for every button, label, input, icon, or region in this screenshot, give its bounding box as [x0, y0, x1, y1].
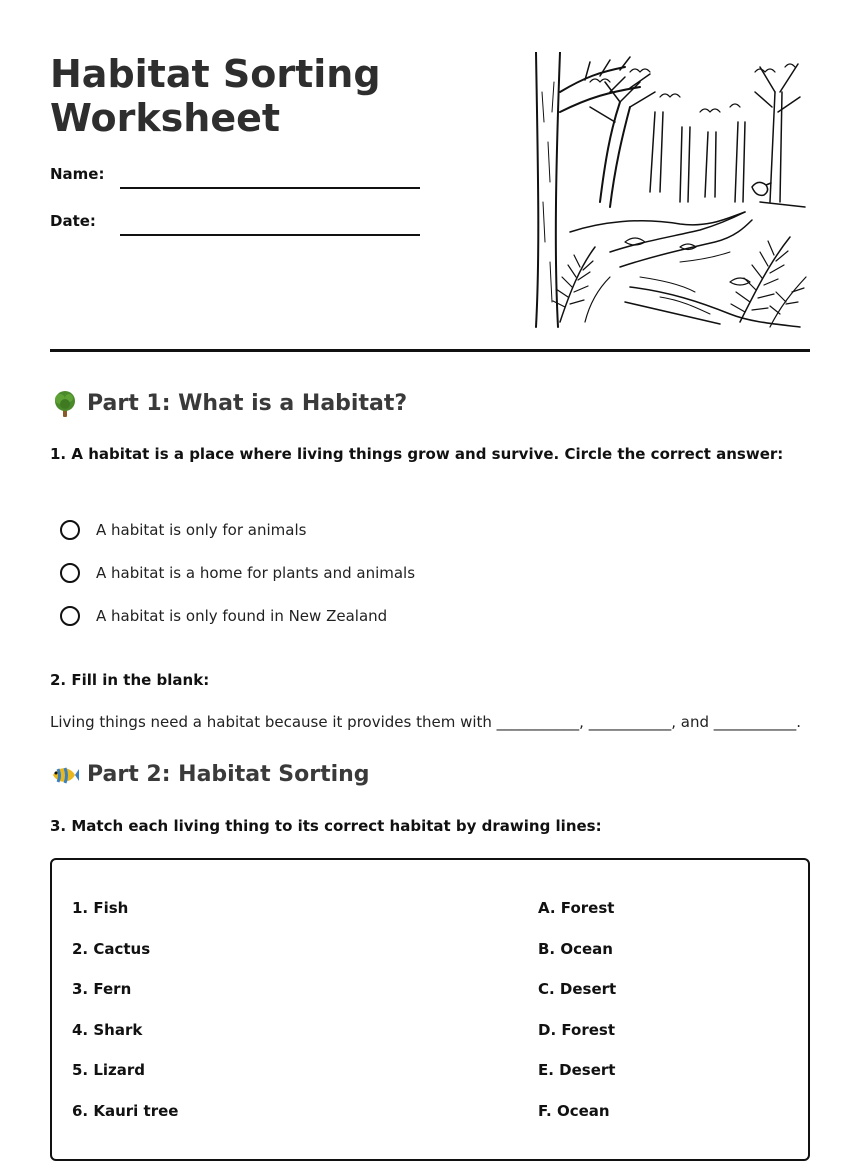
- worksheet-page: [50, 0, 810, 1161]
- living-thing-item[interactable]: 4. Shark: [72, 1020, 143, 1039]
- living-thing-item[interactable]: 5. Lizard: [72, 1061, 146, 1080]
- name-field[interactable]: [50, 164, 420, 188]
- habitats-column: [538, 898, 616, 1142]
- radio-circle[interactable]: [60, 520, 80, 540]
- option-item[interactable]: [60, 594, 560, 637]
- page-title: [50, 52, 470, 140]
- title-line-2: Worksheet: [50, 96, 281, 140]
- part1-heading-text: Part 1: What is a Habitat?: [87, 391, 408, 416]
- radio-circle[interactable]: [60, 563, 80, 583]
- question-1-options: [60, 508, 560, 637]
- part1-heading: [50, 389, 407, 419]
- option-item[interactable]: [60, 508, 560, 551]
- fish-emoji-icon: [50, 760, 80, 790]
- living-things-column: [72, 898, 178, 1142]
- fill-in-blank-sentence[interactable]: Living things need a habitat because it provides them with ___________, ___________, and ___________.: [50, 713, 802, 731]
- question-1: 1. A habitat is a place where living things grow and survive. Circle the correct answer:: [50, 445, 784, 463]
- date-field[interactable]: [50, 211, 420, 235]
- title-line-1: Habitat Sorting: [50, 52, 381, 96]
- habitat-item[interactable]: D. Forest: [538, 1020, 615, 1039]
- question-3: 3. Match each living thing to its correct habitat by drawing lines:: [50, 817, 602, 835]
- part2-heading-text: Part 2: Habitat Sorting: [87, 762, 370, 787]
- habitat-item[interactable]: B. Ocean: [538, 939, 613, 958]
- option-label: A habitat is only found in New Zealand: [96, 606, 388, 625]
- name-blank-line[interactable]: [120, 187, 420, 189]
- habitat-item[interactable]: A. Forest: [538, 899, 615, 917]
- habitat-item[interactable]: E. Desert: [538, 1061, 616, 1080]
- habitat-item[interactable]: C. Desert: [538, 980, 617, 999]
- date-blank-line[interactable]: [120, 234, 420, 236]
- living-thing-item[interactable]: 1. Fish: [72, 899, 129, 917]
- tree-emoji-icon: [50, 389, 80, 419]
- option-label: A habitat is a home for plants and animals: [96, 563, 416, 582]
- date-label: Date:: [50, 212, 96, 230]
- radio-circle[interactable]: [60, 606, 80, 626]
- matching-box: [50, 858, 810, 1161]
- question-2: 2. Fill in the blank:: [50, 671, 210, 689]
- option-item[interactable]: [60, 551, 560, 594]
- worksheet-header: [50, 0, 810, 353]
- name-label: Name:: [50, 165, 105, 183]
- living-thing-item[interactable]: 3. Fern: [72, 980, 132, 999]
- header-divider: [50, 349, 810, 352]
- part2-heading: [50, 760, 370, 790]
- habitat-item[interactable]: F. Ocean: [538, 1101, 610, 1120]
- living-thing-item[interactable]: 6. Kauri tree: [72, 1101, 179, 1120]
- option-label: A habitat is only for animals: [96, 520, 307, 539]
- living-thing-item[interactable]: 2. Cactus: [72, 939, 151, 958]
- forest-stream-illustration: [530, 52, 808, 330]
